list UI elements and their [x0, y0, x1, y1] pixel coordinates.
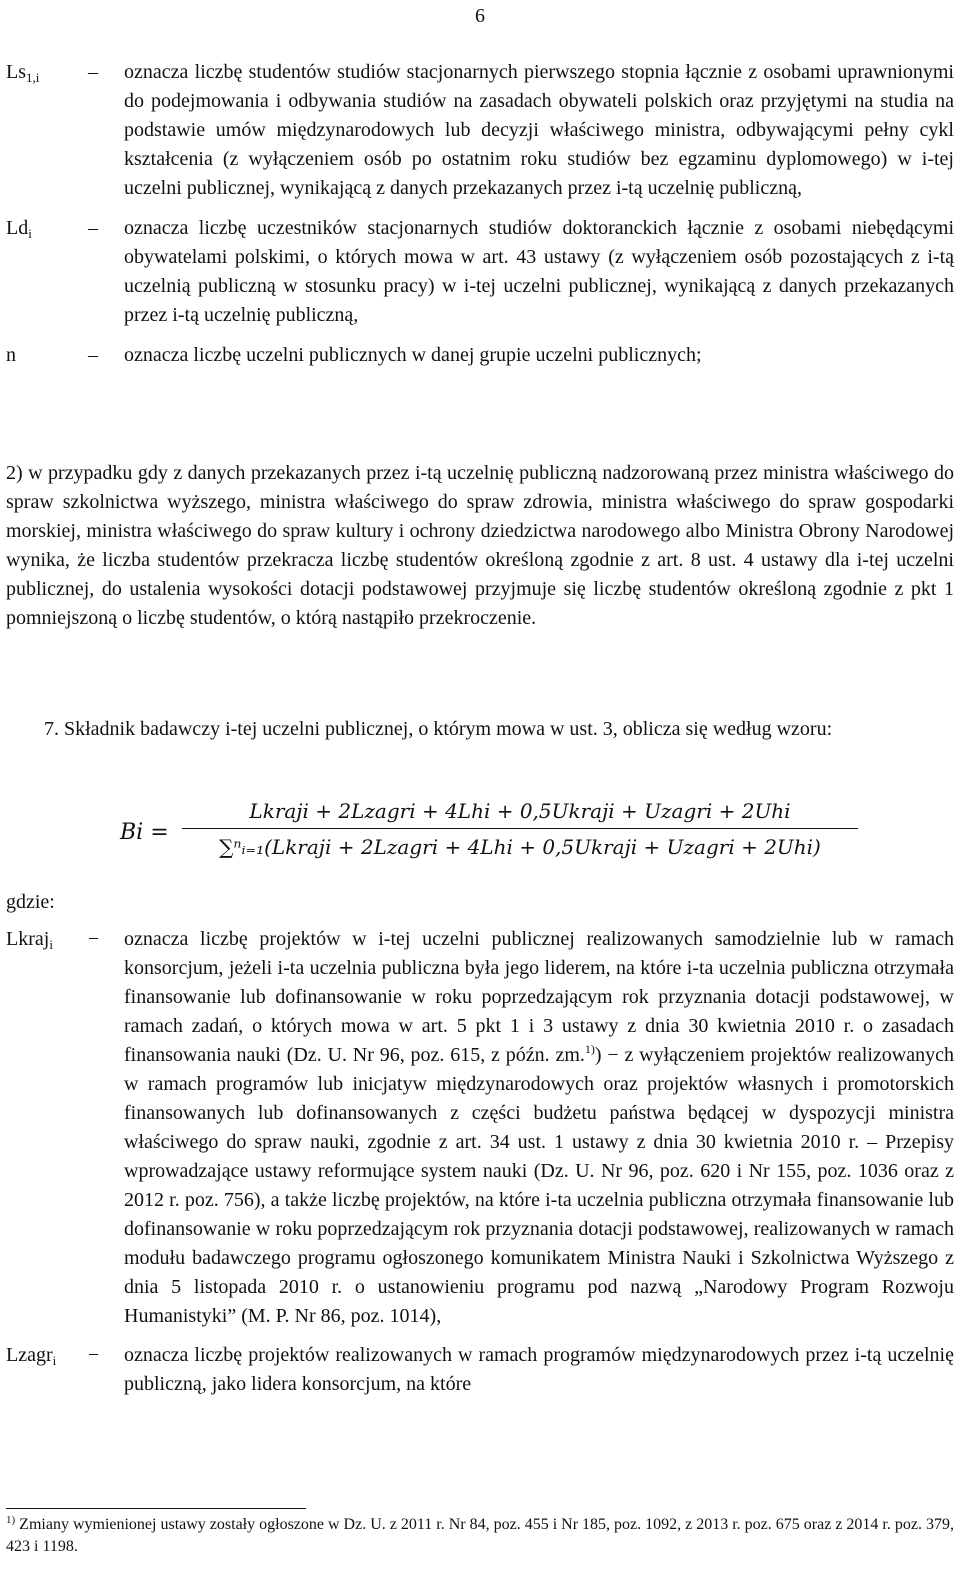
definition-ls [6, 58, 954, 203]
formula-fraction [182, 796, 858, 862]
definition-term: $Ld_i$ [6, 217, 32, 241]
definition-text: oznacza liczbę projektów w i-tej uczelni publicznej realizowanych samodzielnie lub w ramach konsorcjum, jeżeli i-ta uczelnia publiczna była jego liderem, na które i-ta uczelnia publiczna otrzymała finansowanie lub dofinansowanie w roku poprzedzającym rok przyznania dotacji podstawowej, w ramach zadań, o których mowa w art. 5 pkt 1 i 3 ustawy z dnia 30 kwietnia 2010 r. o zasadach finansowania nauki (Dz. U. Nr 96, poz. 615, z późn. zm.$^{1)}$) − z wyłączeniem projektów realizowanych w ramach programów lub inicjatyw międzynarodowych oraz projektów własnych i promotorskich finansowanych lub dofinansowanych z części budżetu państwa będącej w dyspozycji ministra właściwego do spraw nauki, zgodnie z art. 34 ust. 1 ustawy z dnia 30 kwietnia 2010 r. – Przepisy wprowadzające ustawy reformujące system nauki (Dz. U. Nr 96, poz. 620 i Nr 155, poz. 1036 oraz z 2012 r. poz. 756), a także liczbę projektów, na które i-ta uczelnia publiczna otrzymała finansowanie lub dofinansowanie w roku poprzedzającym rok przyznania dotacji podstawowej, realizowanych w ramach modułu badawczego programu ogłoszonego komunikatem Ministra Nauki i Szkolnictwa Wyższego z dnia 5 listopada 2010 r. o ustanowieniu programu pod nazwą „Narodowy Program Rozwoju Humanistyki” (M. P. Nr 86, poz. 1014), [124, 928, 954, 1327]
definition-text: oznacza liczbę projektów realizowanych w ramach programów międzynarodowych przez i-tą uczelnię publiczną, jako lidera konsorcjum, na które [124, 1344, 954, 1395]
definition-term: Lzagr$_i$ [6, 1344, 57, 1368]
formula [120, 796, 880, 866]
definition-term: n [6, 344, 16, 366]
definition-text: oznacza liczbę uczelni publicznych w danej grupie uczelni publicznych; [124, 344, 702, 366]
definition-dash: – [88, 61, 98, 83]
definitions-list-2 [6, 925, 954, 1399]
paragraph-2: 2) w przypadku gdy z danych przekazanych przez i-tą uczelnię publiczną nadzorowaną przez ministra właściwego do spraw szkolnictwa wyższego, ministra właściwego do spraw zdrowia, ministra właściwego do spraw gospodarki morskiej, ministra właściwego do spraw kultury i ochrony dziedzictwa narodowego albo Ministra Obrony Narodowej wynika, że liczba studentów przekracza liczbę studentów określoną zgodnie z art. 8 ust. 4 ustawy dla i-tej uczelni publicznej, do ustalenia wysokości dotacji podstawowej przyjmuje się liczbę studentów określoną zgodnie z pkt 1 pomniejszoną o liczbę studentów, o którą nastąpiło przekroczenie. [6, 462, 954, 629]
paragraph-7: 7. Składnik badawczy i-tej uczelni publicznej, o którym mowa w ust. 3, oblicza się według wzoru: [44, 718, 833, 740]
definitions-list-1 [6, 58, 954, 370]
footnote-text: Zmiany wymienionej ustawy zostały ogłoszone w Dz. U. z 2011 r. Nr 84, poz. 455 i Nr 185, poz. 1092, z 2013 r. poz. 675 oraz z 2014 r. poz. 379, 423 i 1198. [6, 1516, 954, 1555]
definition-term: $Ls_{1,i}$ [6, 61, 40, 85]
formula-denominator: ∑ⁿᵢ₌₁(Lkraj𝑖 + 2Lzagr𝑖 + 4Lh𝑖 + 0,5Ukraj𝑖 + Uzagr𝑖 + 2Uh𝑖) [219, 835, 821, 859]
definition-term: Lkraj$_i$ [6, 928, 53, 952]
definition-lzagr [6, 1341, 954, 1399]
definition-lkraj [6, 925, 954, 1331]
fraction-bar [182, 828, 858, 829]
gdzie-label: gdzie: [6, 891, 55, 913]
footnote-separator [6, 1508, 306, 1509]
footnote-reference[interactable]: 1) [584, 1042, 595, 1056]
definition-dash: − [88, 928, 100, 950]
footnote [6, 1514, 954, 1558]
definition-text: oznacza liczbę uczestników stacjonarnych studiów doktoranckich łącznie z osobami niebędącymi obywatelami polskimi, o których mowa w art. 43 ustawy (z wyłączeniem osób pozostających z i-tą uczelnią publiczną w stosunku pracy) w i-tej uczelni publicznej, wynikającą z danych przekazanych przez i-tą uczelnię publiczną, [124, 217, 954, 326]
definition-dash: – [88, 217, 98, 239]
formula-numerator: Lkraj𝑖 + 2Lzagr𝑖 + 4Lh𝑖 + 0,5Ukraj𝑖 + Uzagr𝑖 + 2Uh𝑖 [249, 799, 791, 823]
formula-lhs: B𝑖 = [120, 820, 169, 845]
definition-dash: − [88, 1344, 100, 1366]
definition-dash: – [88, 344, 98, 366]
page-number: 6 [475, 5, 485, 27]
definition-n [6, 341, 954, 370]
definition-ld [6, 214, 954, 330]
definition-text: oznacza liczbę studentów studiów stacjonarnych pierwszego stopnia łącznie z osobami uprawnionymi do podejmowania i odbywania studiów na zasadach obywateli polskich oraz przyjętymi na studia na podstawie umów międzynarodowych lub decyzji właściwego ministra, odbywającymi pełny cykl kształcenia (z wyłączeniem osób po ostatnim roku studiów bez egzaminu dyplomowego) w i-tej uczelni publicznej, wynikającą z danych przekazanych przez i-tą uczelnię publiczną, [124, 61, 954, 199]
footnote-mark: 1) [6, 1514, 16, 1526]
